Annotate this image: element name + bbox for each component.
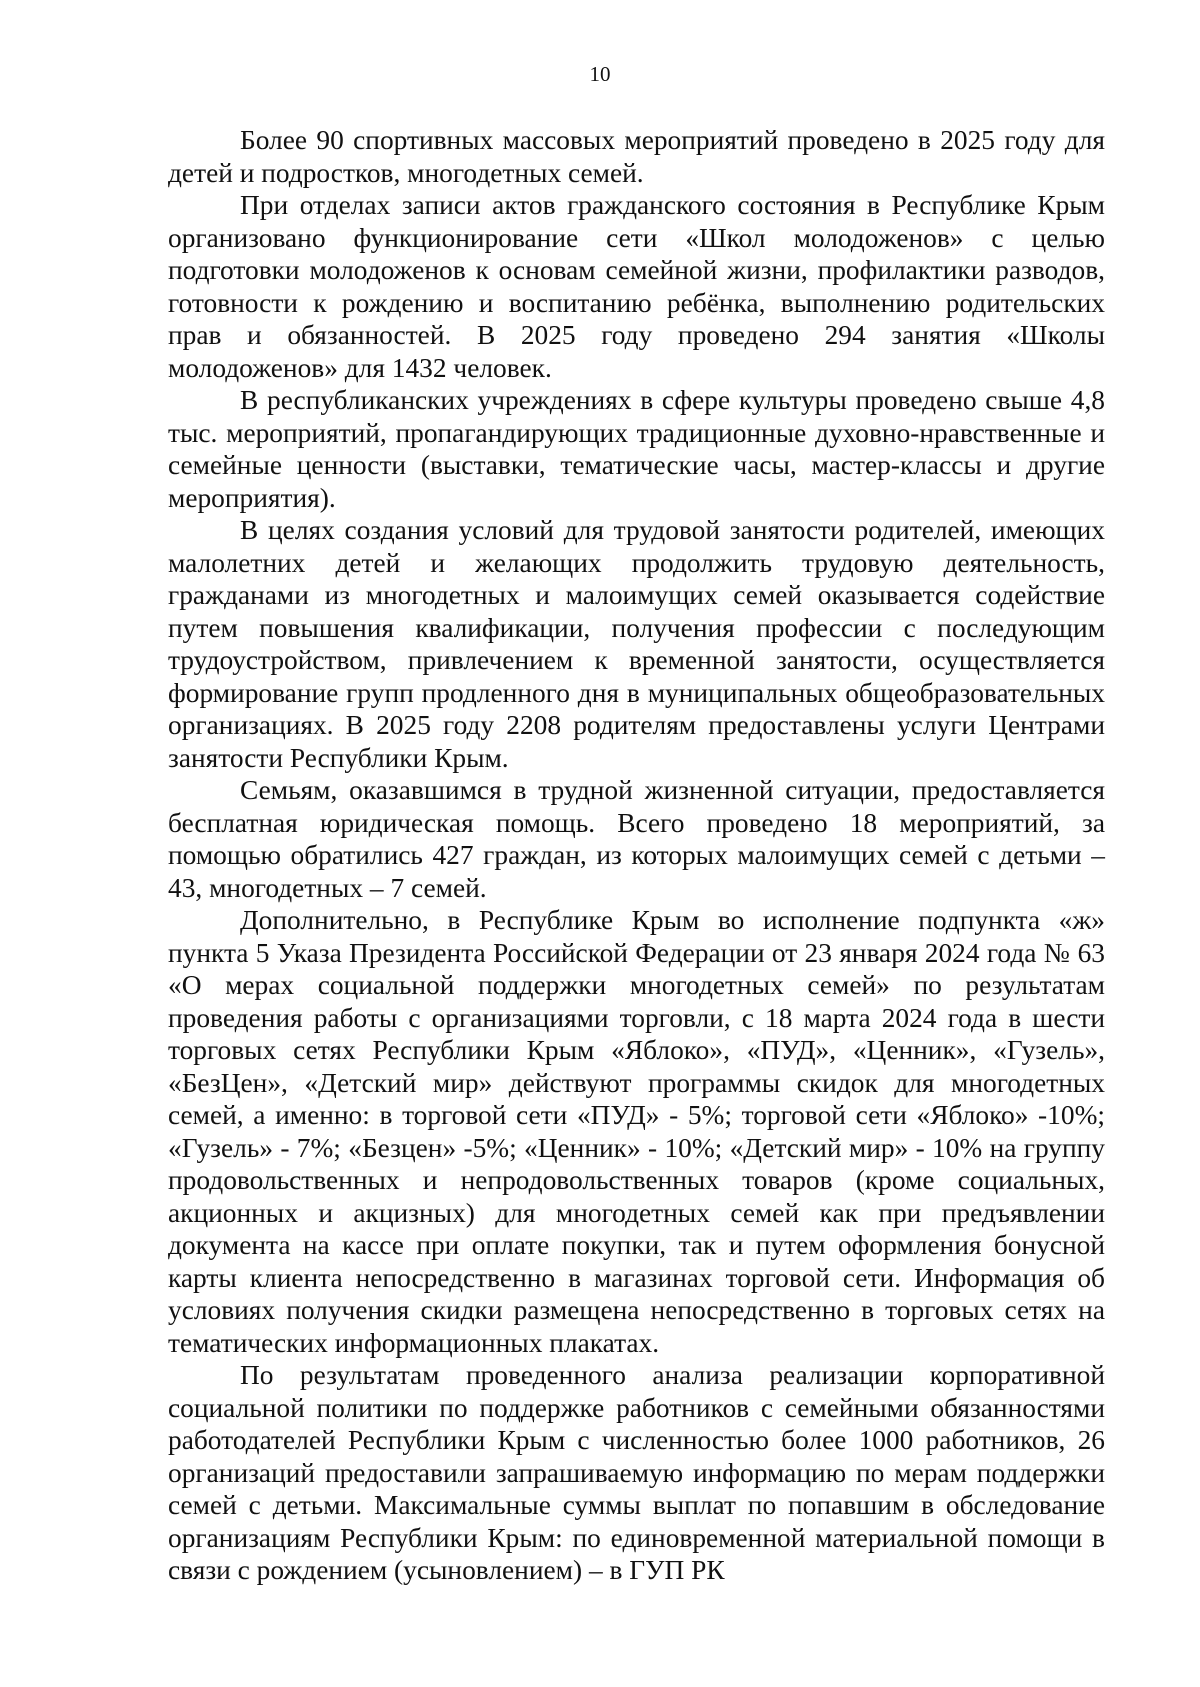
paragraph-legal-aid: Семьям, оказавшимся в трудной жизненной ситуации, предоставляется бесплатная юридическая помощь. Всего проведено 18 мероприятий, за помощью обратились 427 граждан, из которых малоимущих семей с детьми – 43, многодетных – 7 семей. bbox=[168, 775, 1105, 903]
document-body bbox=[168, 124, 1105, 1587]
paragraph-parent-employment: В целях создания условий для трудовой занятости родителей, имеющих малолетних детей и желающих продолжить трудовую деятельность, гражданами из многодетных и малоимущих семей оказывается содействие путем повышения квалификации, получения профессии с последующим трудоустройством, привлечением к временной занятости, осуществляется формирование групп продленного дня в муниципальных общеобразовательных организациях. В 2025 году 2208 родителям предоставлены услуги Центрами занятости Республики Крым. bbox=[168, 515, 1105, 773]
paragraph-retail-discounts: Дополнительно, в Республике Крым во исполнение подпункта «ж» пункта 5 Указа Президента Российской Федерации от 23 января 2024 года № 63 «О мерах социальной поддержки многодетных семей» по результатам проведения работы с организациями торговли, с 18 марта 2024 года в шести торговых сетях Республики Крым «Яблоко», «ПУД», «Ценник», «Гузель», «БезЦен», «Детский мир» действуют программы скидок для многодетных семей, а именно: в торговой сети «ПУД» - 5%; торговой сети «Яблоко» -10%; «Гузель» - 7%; «Безцен» -5%; «Ценник» - 10%; «Детский мир» - 10% на группу продовольственных и непродовольственных товаров (кроме социальных, акционных и акцизных) для многодетных семей как при предъявлении документа на кассе при оплате покупки, так и путем оформления бонусной карты клиента непосредственно в магазинах торговой сети. Информация об условиях получения скидки размещена непосредственно в торговых сетях на тематических информационных плакатах. bbox=[168, 905, 1105, 1358]
paragraph-newlywed-schools: При отделах записи актов гражданского состояния в Республике Крым организовано функционирование сети «Школ молодоженов» с целью подготовки молодоженов к основам семейной жизни, профилактики разводов, готовности к рождению и воспитанию ребёнка, выполнению родительских прав и обязанностей. В 2025 году проведено 294 занятия «Школы молодоженов» для 1432 человек. bbox=[168, 190, 1105, 383]
page-number: 10 bbox=[589, 62, 611, 86]
paragraph-sports-events: Более 90 спортивных массовых мероприятий проведено в 2025 году для детей и подростков, многодетных семей. bbox=[168, 125, 1105, 188]
paragraph-corporate-policy: По результатам проведенного анализа реализации корпоративной социальной политики по поддержке работников с семейными обязанностями работодателей Республики Крым с численностью более 1000 работников, 26 организаций предоставили запрашиваемую информацию по мерам поддержки семей с детьми. Максимальные суммы выплат по попавшим в обследование организациям Республики Крым: по единовременной материальной помощи в связи с рождением (усыновлением) – в ГУП РК bbox=[168, 1360, 1105, 1585]
paragraph-culture-events: В республиканских учреждениях в сфере культуры проведено свыше 4,8 тыс. мероприятий, пропагандирующих традиционные духовно-нравственные и семейные ценности (выставки, тематические часы, мастер-классы и другие мероприятия). bbox=[168, 385, 1105, 513]
